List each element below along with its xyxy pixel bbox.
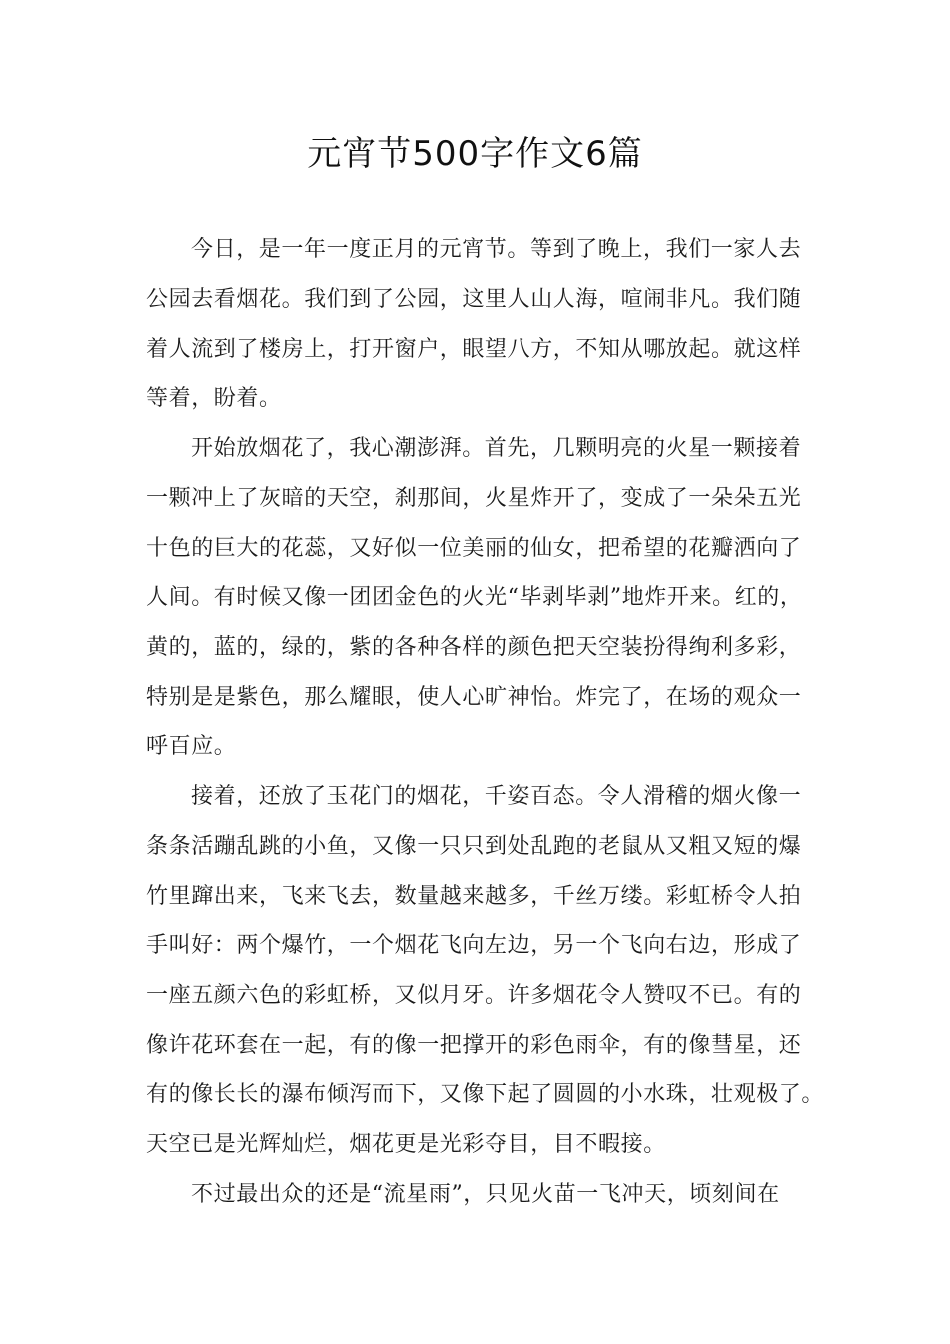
- paragraph-3-line-1: 接着，还放了玉花门的烟花，千姿百态。令人滑稽的烟火像一: [191, 784, 802, 809]
- paragraph-1-line-1: 今日，是一年一度正月的元宵节。等到了晚上，我们一家人去: [191, 237, 802, 262]
- paragraph-3-line-7: 有的像长长的瀑布倾泻而下，又像下起了圆圆的小水珠，壮观极了。: [146, 1082, 825, 1107]
- paragraph-3-line-3: 竹里蹿出来，飞来飞去，数量越来越多，千丝万缕。彩虹桥令人拍: [146, 884, 802, 909]
- paragraph-2-line-4: 人间。有时候又像一团团金色的火光“毕剥毕剥”地炸开来。红的，: [146, 585, 803, 610]
- paragraph-2-line-6: 特别是是紫色，那么耀眼，使人心旷神怡。炸完了，在场的观众一: [146, 685, 802, 710]
- paragraph-1-line-3: 着人流到了楼房上，打开窗户，眼望八方，不知从哪放起。就这样: [146, 337, 802, 362]
- document-title: 元宵节500字作文6篇: [307, 134, 643, 174]
- paragraph-1-line-2: 公园去看烟花。我们到了公园，这里人山人海，喧闹非凡。我们随: [146, 287, 802, 312]
- paragraph-4-line-1: 不过最出众的还是“流星雨”，只见火苗一飞冲天，顷刻间在: [191, 1182, 780, 1207]
- paragraph-3-line-5: 一座五颜六色的彩虹桥，又似月牙。许多烟花令人赞叹不已。有的: [146, 983, 802, 1008]
- paragraph-3-line-2: 条条活蹦乱跳的小鱼，又像一只只到处乱跑的老鼠从又粗又短的爆: [146, 834, 802, 859]
- paragraph-3-line-8: 天空已是光辉灿烂，烟花更是光彩夺目，目不暇接。: [146, 1132, 666, 1157]
- paragraph-3-line-4: 手叫好：两个爆竹，一个烟花飞向左边，另一个飞向右边，形成了: [146, 933, 802, 958]
- paragraph-2-line-3: 十色的巨大的花蕊，又好似一位美丽的仙女，把希望的花瓣洒向了: [146, 536, 802, 561]
- paragraph-1-line-4: 等着，盼着。: [146, 386, 282, 411]
- paragraph-2-line-7: 呼百应。: [146, 734, 237, 759]
- paragraph-3-line-6: 像许花环套在一起，有的像一把撑开的彩色雨伞，有的像彗星，还: [146, 1033, 802, 1058]
- paragraph-2-line-5: 黄的，蓝的，绿的，紫的各种各样的颜色把天空装扮得绚利多彩，: [146, 635, 802, 660]
- paragraph-2-line-2: 一颗冲上了灰暗的天空，刹那间，火星炸开了，变成了一朵朵五光: [146, 486, 802, 511]
- paragraph-2-line-1: 开始放烟花了，我心潮澎湃。首先，几颗明亮的火星一颗接着: [191, 436, 802, 461]
